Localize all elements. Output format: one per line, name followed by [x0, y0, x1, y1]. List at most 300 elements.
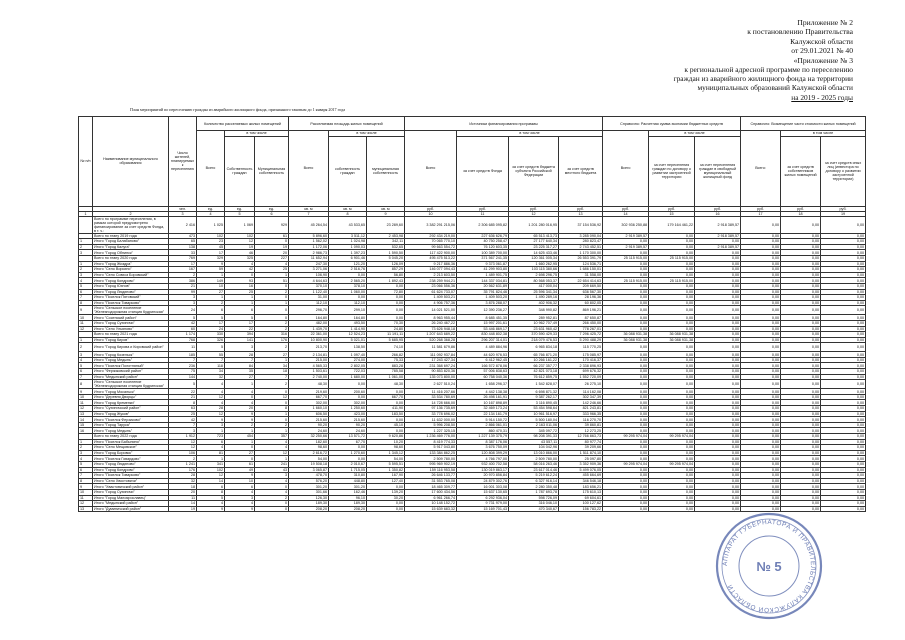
- value-cell: 9 217 886,36: [405, 261, 457, 267]
- value-cell: 23 225 317,27: [509, 244, 559, 250]
- value-cell: 0,00: [695, 445, 741, 451]
- value-cell: 2 616,72: [289, 450, 329, 456]
- value-cell: 1: [255, 428, 289, 434]
- value-cell: 0,00: [821, 428, 866, 434]
- value-cell: 0,00: [741, 428, 781, 434]
- value-cell: 1 552 720,09: [559, 374, 603, 380]
- value-cell: 0,00: [603, 501, 649, 507]
- value-cell: 20: [255, 250, 289, 256]
- value-cell: 9 620,86: [367, 434, 405, 440]
- value-cell: 1 241: [169, 461, 197, 467]
- value-cell: 2: [255, 380, 289, 389]
- value-cell: 370,10: [289, 283, 329, 289]
- value-cell: 0,00: [649, 450, 695, 456]
- col-header-regional-budget: за счет средств бюджета субъекта Российской Федерации: [509, 136, 559, 206]
- value-cell: 0,00: [821, 352, 866, 358]
- value-cell: 17 243 427,34: [405, 357, 457, 363]
- value-cell: 0,00: [695, 332, 741, 338]
- table-title: План мероприятий по переселению граждан из аварийного жилищного фонда, признанного таковым до 1 января 2017 года: [130, 107, 346, 112]
- value-cell: 1 397,23: [329, 250, 367, 256]
- value-cell: 0,00: [649, 306, 695, 315]
- value-cell: 61: [255, 233, 289, 239]
- value-cell: 1 715,05: [329, 467, 367, 473]
- value-cell: 102: [197, 467, 225, 473]
- value-cell: 170 416,37: [559, 357, 603, 363]
- row-number-cell: 4: [79, 278, 93, 284]
- municipality-cell: Итого "Город Медынь": [93, 357, 169, 363]
- value-cell: 411,90: [367, 406, 405, 412]
- value-cell: 0,00: [821, 233, 866, 239]
- value-cell: 32: [169, 478, 197, 484]
- group-header-dwellings-area: Расселяемая площадь жилых помещений: [289, 117, 405, 131]
- value-cell: 0,00: [741, 295, 781, 301]
- value-cell: 97 136 735,69: [405, 406, 457, 412]
- value-cell: 22 654 414,63: [559, 278, 603, 284]
- value-cell: 10 800,90: [289, 337, 329, 343]
- value-cell: 2: [255, 326, 289, 332]
- value-cell: 0,00: [741, 484, 781, 490]
- unit-cell: ед.: [197, 206, 225, 211]
- value-cell: 0,00: [821, 389, 866, 395]
- value-cell: 53 446 869,17: [457, 326, 509, 332]
- value-cell: 36 088 931,38: [603, 332, 649, 338]
- value-cell: 0,00: [695, 450, 741, 456]
- value-cell: 0,00: [781, 400, 821, 406]
- value-cell: 417 000,04: [509, 283, 559, 289]
- sub-header-incl: в том числе: [649, 131, 741, 137]
- value-cell: 0,00: [603, 456, 649, 462]
- row-number-cell: 1: [79, 337, 93, 343]
- value-cell: 2 516,76: [329, 267, 367, 273]
- table-wrapper: [78, 116, 865, 512]
- municipality-cell: Итого "Поселок Товарково": [93, 473, 169, 479]
- value-cell: 156 783,22: [559, 506, 603, 512]
- value-cell: 60: [169, 326, 197, 332]
- value-cell: 342,11: [367, 239, 405, 245]
- col-header-count-citizens: Собственность граждан: [225, 136, 255, 206]
- value-cell: 102: [225, 233, 255, 239]
- municipality-cell: Итого "Сельское поселение "Железнодорожная станция Кудринская": [93, 306, 169, 315]
- value-cell: 0,00: [603, 473, 649, 479]
- value-cell: 722,03: [329, 369, 367, 375]
- value-cell: 296,70: [289, 306, 329, 315]
- value-cell: 43: [255, 467, 289, 473]
- column-number-cell: 5: [225, 211, 255, 216]
- value-cell: 0,00: [741, 394, 781, 400]
- value-cell: 183,50: [367, 411, 405, 417]
- value-cell: 0,00: [781, 363, 821, 369]
- value-cell: 345 097,72: [509, 428, 559, 434]
- value-cell: 0,00: [649, 501, 695, 507]
- value-cell: 0,00: [695, 320, 741, 326]
- value-cell: 70,30: [367, 320, 405, 326]
- row-number-cell: 9: [79, 484, 93, 490]
- value-cell: 1 090,03: [329, 244, 367, 250]
- value-cell: 23 066 556,36: [405, 283, 457, 289]
- value-cell: 0,00: [821, 357, 866, 363]
- value-cell: 1 590,50: [367, 250, 405, 256]
- value-cell: 0,00: [649, 289, 695, 295]
- row-number-cell: 9: [79, 306, 93, 315]
- value-cell: 0,00: [695, 250, 741, 256]
- value-cell: 117 422 900,00: [405, 250, 457, 256]
- value-cell: 28: [169, 473, 197, 479]
- value-cell: 532,65: [367, 244, 405, 250]
- value-cell: 0,00: [781, 320, 821, 326]
- value-cell: 0,00: [649, 283, 695, 289]
- header-line: «Приложение № 3: [793, 55, 853, 65]
- value-cell: 218 079 476,53: [509, 337, 559, 343]
- value-cell: 12: [197, 473, 225, 479]
- value-cell: 6 698 871,32: [509, 389, 559, 395]
- value-cell: 1 350,82: [367, 467, 405, 473]
- value-cell: 370 590 429,33: [509, 332, 559, 338]
- value-cell: 21: [169, 394, 197, 400]
- value-cell: 4: [255, 445, 289, 451]
- value-cell: 0: [255, 506, 289, 512]
- value-cell: 3 382 291 215,06: [405, 216, 457, 233]
- value-cell: 1 270,60: [329, 450, 367, 456]
- col-header-count-municipal: Муниципальная собственность: [255, 136, 289, 206]
- value-cell: 2: [255, 495, 289, 501]
- value-cell: 0,00: [781, 467, 821, 473]
- value-cell: 0,00: [695, 326, 741, 332]
- value-cell: 139,20: [367, 489, 405, 495]
- value-cell: 16 001 303,08: [457, 484, 509, 490]
- value-cell: 96,10: [329, 495, 367, 501]
- value-cell: 18 465 309,77: [405, 484, 457, 490]
- value-cell: 208,20: [289, 506, 329, 512]
- value-cell: 0,00: [603, 300, 649, 306]
- value-cell: 0,00: [649, 239, 695, 245]
- value-cell: 667,70: [367, 394, 405, 400]
- value-cell: 138,50: [329, 343, 367, 352]
- value-cell: 12: [255, 394, 289, 400]
- value-cell: 0,00: [649, 456, 695, 462]
- value-cell: 1 170 300,00: [559, 250, 603, 256]
- value-cell: 146 077 094,43: [405, 267, 457, 273]
- value-cell: 1 787 693,78: [509, 489, 559, 495]
- value-cell: 58 016 263,46: [509, 461, 559, 467]
- value-cell: 0,00: [821, 484, 866, 490]
- value-cell: 57 006 838,63: [457, 369, 509, 375]
- value-cell: 0,00: [649, 389, 695, 395]
- value-cell: 53 454 598,64: [509, 406, 559, 412]
- value-cell: 0,00: [603, 343, 649, 352]
- value-cell: 1 227 139 375,79: [457, 434, 509, 440]
- value-cell: 4: [197, 389, 225, 395]
- value-cell: 10: [197, 283, 225, 289]
- value-cell: 929: [255, 216, 289, 233]
- value-cell: 830 448 802,38: [457, 332, 509, 338]
- value-cell: 3: [169, 295, 197, 301]
- col-header-area-municipal: муниципальная собственность: [367, 136, 405, 206]
- value-cell: 0,00: [781, 394, 821, 400]
- value-cell: 59: [197, 267, 225, 273]
- value-cell: 11 581 679,86: [405, 343, 457, 352]
- value-cell: 0,00: [821, 450, 866, 456]
- value-cell: 45: [197, 244, 225, 250]
- value-cell: 378,10: [329, 283, 367, 289]
- row-number-cell: 13: [79, 411, 93, 417]
- unit-cell: руб.: [457, 206, 509, 211]
- value-cell: 0,00: [695, 369, 741, 375]
- value-cell: 1: [197, 456, 225, 462]
- value-cell: 0: [225, 272, 255, 278]
- value-cell: 0,00: [781, 422, 821, 428]
- value-cell: 1: [197, 428, 225, 434]
- value-cell: 289 952,81: [509, 315, 559, 321]
- value-cell: 0,00: [649, 417, 695, 423]
- row-number-cell: 3: [79, 250, 93, 256]
- value-cell: 0,00: [649, 473, 695, 479]
- value-cell: 10 961 516,97: [509, 411, 559, 417]
- value-cell: 0,00: [695, 267, 741, 273]
- value-cell: 0,00: [649, 506, 695, 512]
- value-cell: 4: [225, 389, 255, 395]
- row-number-cell: 2: [79, 267, 93, 273]
- value-cell: 8: [255, 406, 289, 412]
- value-cell: 1: [225, 300, 255, 306]
- value-cell: 27: [225, 374, 255, 380]
- value-cell: 1: [225, 295, 255, 301]
- value-cell: 120 808 399,29: [457, 450, 509, 456]
- value-cell: 0,00: [695, 239, 741, 245]
- value-cell: 0,00: [741, 450, 781, 456]
- value-cell: 1 069: [225, 216, 255, 233]
- value-cell: 5 917 043,80: [405, 445, 457, 451]
- value-cell: 0,00: [649, 489, 695, 495]
- value-cell: 310,80: [329, 473, 367, 479]
- value-cell: 142 246,66: [559, 400, 603, 406]
- header-line: к постановлению Правительства: [747, 27, 853, 37]
- value-cell: 20: [169, 489, 197, 495]
- value-cell: 5: [169, 315, 197, 321]
- value-cell: 11 191,11: [367, 332, 405, 338]
- value-cell: 0,00: [649, 352, 695, 358]
- row-number-cell: 8: [79, 380, 93, 389]
- value-cell: 2 134,81: [289, 352, 329, 358]
- col-header-municipality: Наименование муниципального образования: [93, 117, 169, 207]
- value-cell: 121,20: [329, 261, 367, 267]
- value-cell: 4: [197, 400, 225, 406]
- value-cell: 4 644,63: [289, 278, 329, 284]
- value-cell: 28: [197, 406, 225, 412]
- value-cell: 0,00: [695, 363, 741, 369]
- value-cell: 0,00: [695, 501, 741, 507]
- unit-cell: ед.: [255, 206, 289, 211]
- value-cell: 1: [255, 272, 289, 278]
- value-cell: 99 295 974,04: [649, 434, 695, 440]
- value-cell: 0,00: [741, 434, 781, 440]
- value-cell: 0,00: [649, 374, 695, 380]
- value-cell: 2 866 061,01: [457, 422, 509, 428]
- value-cell: 26 240 467,22: [405, 320, 457, 326]
- value-cell: 0,00: [649, 267, 695, 273]
- value-cell: 46: [225, 250, 255, 256]
- value-cell: 0,00: [741, 320, 781, 326]
- col-header-local-budget: за счет средств местного бюджета: [559, 136, 603, 206]
- value-cell: 0,00: [821, 495, 866, 501]
- value-cell: 4: [225, 400, 255, 406]
- value-cell: 0,00: [781, 272, 821, 278]
- value-cell: 56,80: [367, 272, 405, 278]
- value-cell: 99 663 554,72: [405, 244, 457, 250]
- value-cell: 27: [225, 450, 255, 456]
- value-cell: 33 778 696,02: [405, 411, 457, 417]
- value-cell: 0,00: [603, 400, 649, 406]
- value-cell: 0,00: [741, 461, 781, 467]
- row-number-cell: 2: [79, 244, 93, 250]
- value-cell: 1 061,00: [367, 374, 405, 380]
- value-cell: 6: [225, 306, 255, 315]
- value-cell: 99 295 974,04: [603, 461, 649, 467]
- value-cell: 6 961 266,74: [405, 495, 457, 501]
- value-cell: 44 620 976,53: [457, 352, 509, 358]
- value-cell: 1 542 828,07: [509, 380, 559, 389]
- col-header-savings-total: Всего: [603, 131, 649, 207]
- value-cell: 14 625 433,46: [509, 250, 559, 256]
- value-cell: 0,00: [603, 363, 649, 369]
- value-cell: 0,00: [367, 501, 405, 507]
- value-cell: 0,00: [821, 411, 866, 417]
- value-cell: 12: [169, 439, 197, 445]
- value-cell: 7: [197, 357, 225, 363]
- value-cell: 0,00: [741, 389, 781, 395]
- value-cell: 0,00: [367, 389, 405, 395]
- value-cell: 99 295 974,04: [649, 461, 695, 467]
- value-cell: 0,00: [741, 417, 781, 423]
- value-cell: 135 073 800,00: [405, 374, 457, 380]
- value-cell: 37 154 536,92: [559, 216, 603, 233]
- value-cell: 932 400 702,58: [457, 461, 509, 467]
- value-cell: 0,00: [821, 278, 866, 284]
- value-cell: 2 509 780,00: [509, 456, 559, 462]
- value-cell: 32 469 173,24: [457, 406, 509, 412]
- value-cell: 0,00: [603, 489, 649, 495]
- value-cell: 0,00: [603, 406, 649, 412]
- value-cell: 386: [169, 278, 197, 284]
- value-cell: 4 489 884,96: [457, 343, 509, 352]
- value-cell: 0,00: [781, 250, 821, 256]
- value-cell: 7: [255, 374, 289, 380]
- row-number-cell: 3: [79, 272, 93, 278]
- value-cell: 20 562 631,89: [457, 283, 509, 289]
- municipality-cell: Итого "Город Балабаново": [93, 239, 169, 245]
- value-cell: 3: [255, 473, 289, 479]
- value-cell: 2 416: [169, 216, 197, 233]
- row-number-cell: 1: [79, 439, 93, 445]
- value-cell: 17: [197, 320, 225, 326]
- value-cell: 5 896,60: [289, 233, 329, 239]
- value-cell: 15 997 201,61: [457, 320, 509, 326]
- value-cell: 0,00: [695, 278, 741, 284]
- value-cell: 0,00: [741, 445, 781, 451]
- value-cell: 93: [225, 278, 255, 284]
- value-cell: 0,00: [781, 216, 821, 233]
- value-cell: 0,00: [603, 394, 649, 400]
- row-number-cell: 8: [79, 478, 93, 484]
- municipality-cell: Итого "Город Людиново": [93, 461, 169, 467]
- value-cell: 0,00: [695, 255, 741, 261]
- value-cell: 0: [255, 315, 289, 321]
- value-cell: 0,00: [603, 374, 649, 380]
- seal-number: № 5: [756, 559, 782, 574]
- value-cell: 0,00: [741, 467, 781, 473]
- value-cell: 0,00: [603, 239, 649, 245]
- value-cell: 0,00: [695, 439, 741, 445]
- value-cell: 0,00: [603, 289, 649, 295]
- value-cell: 0,00: [821, 244, 866, 250]
- value-cell: 0,00: [695, 400, 741, 406]
- column-number-cell: 17: [741, 211, 781, 216]
- value-cell: 215,00: [289, 357, 329, 363]
- value-cell: 3 511,12: [329, 233, 367, 239]
- value-cell: 0,00: [821, 363, 866, 369]
- value-cell: 0,00: [649, 406, 695, 412]
- value-cell: 0,00: [821, 434, 866, 440]
- value-cell: 36 088 931,38: [603, 337, 649, 343]
- column-number-cell: 7: [289, 211, 329, 216]
- value-cell: 0,00: [781, 439, 821, 445]
- value-cell: 0,00: [695, 394, 741, 400]
- unit-cell: руб.: [821, 206, 866, 211]
- value-cell: 1 511 874,10: [559, 450, 603, 456]
- value-cell: 0,00: [741, 439, 781, 445]
- value-cell: 266,82: [367, 352, 405, 358]
- value-cell: 0,00: [695, 417, 741, 423]
- value-cell: 80 977,74: [559, 439, 603, 445]
- value-cell: 1 490 289,16: [509, 295, 559, 301]
- value-cell: 42: [169, 417, 197, 423]
- value-cell: 0: [255, 484, 289, 490]
- value-cell: 2: [255, 343, 289, 352]
- value-cell: 7: [169, 357, 197, 363]
- value-cell: 0,00: [695, 272, 741, 278]
- value-cell: 0,00: [741, 289, 781, 295]
- value-cell: 5: [197, 315, 225, 321]
- value-cell: 0,00: [603, 467, 649, 473]
- value-cell: 4: [255, 439, 289, 445]
- value-cell: 42 821 073,18: [509, 369, 559, 375]
- value-cell: 0,00: [741, 489, 781, 495]
- value-cell: 1 409 503,21: [405, 295, 457, 301]
- value-cell: 227: [255, 255, 289, 261]
- col-header-fund: за счет средств Фонда: [457, 136, 509, 206]
- value-cell: 0,00: [781, 267, 821, 273]
- unit-cell: чел.: [169, 206, 197, 211]
- value-cell: 6: [225, 484, 255, 490]
- value-cell: 266 450,00: [559, 320, 603, 326]
- value-cell: 34: [255, 363, 289, 369]
- value-cell: 0,00: [821, 439, 866, 445]
- value-cell: 164,80: [289, 315, 329, 321]
- value-cell: 39 209,66: [559, 445, 603, 451]
- value-cell: 0,00: [821, 417, 866, 423]
- value-cell: 0,00: [695, 357, 741, 363]
- column-number-cell: 18: [781, 211, 821, 216]
- value-cell: 0,00: [821, 369, 866, 375]
- value-cell: 1 414,90: [329, 326, 367, 332]
- value-cell: 0,00: [695, 461, 741, 467]
- row-number-cell: 16: [79, 428, 93, 434]
- value-cell: 6: [197, 484, 225, 490]
- value-cell: 0,00: [603, 495, 649, 501]
- value-cell: 0,00: [603, 417, 649, 423]
- value-cell: 493,50: [329, 320, 367, 326]
- value-cell: 0,00: [603, 261, 649, 267]
- value-cell: 0,00: [741, 456, 781, 462]
